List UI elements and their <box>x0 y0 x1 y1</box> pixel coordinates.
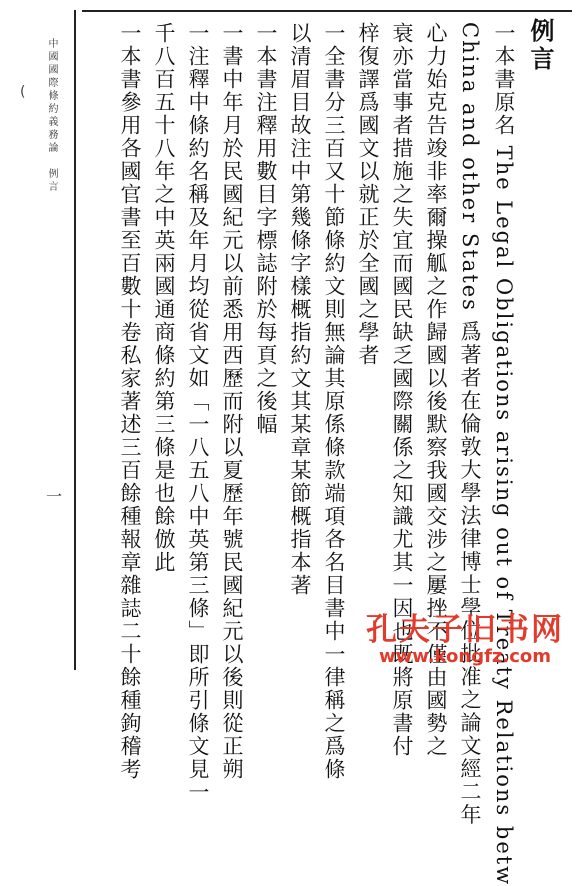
page-number: 一 <box>46 487 63 506</box>
watermark-url: www.kongfz.com <box>378 646 552 668</box>
text-column-10: 一注釋中條約名稱及年月均從省文如「一八五八中英第三條」即所引條文見一 <box>186 22 210 804</box>
text-column-12: 一本書參用各國官書至百數十卷私家著述三百餘種報章雜誌二十餘種鉤稽考 <box>118 22 142 781</box>
section-heading: 例言 <box>526 18 555 74</box>
text-column-8: 一本書注釋用數目字標誌附於每頁之後幅 <box>254 22 278 436</box>
watermark <box>355 613 575 673</box>
text-column-7: 以清眉目故注中第幾條字樣概指約文其某章某節概指本著 <box>288 22 312 597</box>
margin-bracket: ( <box>20 84 26 100</box>
text-column-6: 一全書分三百又十節條約文則無論其原係條款端項各名目書中一律稱之爲條 <box>322 22 346 781</box>
text-column-2: China and other States 爲著者在倫敦大學法律博士學位批准之論文經二年 <box>458 22 482 827</box>
text-column-1: 一本書原名 The Legal Obligations arising out of Treaty Relations betw <box>492 22 516 886</box>
text-column-9: 一書中年月於民國紀元以前悉用西歷而附以夏歷年號民國紀元以後則從正朔 <box>220 22 244 781</box>
top-rule <box>82 10 572 12</box>
text-column-5: 梓復譯爲國文以就正於全國之學者 <box>356 22 380 367</box>
left-rule <box>74 10 76 670</box>
running-header: 中國國際條約義務論 例言 <box>46 38 57 194</box>
text-column-4: 衰亦當事者措施之失宜而國民缺乏國際關係之知識尤其一因也既將原書付 <box>390 22 414 758</box>
text-column-3: 心力始克告竣非率爾操觚之作歸國以後默察我國交涉之屢挫不僅由國勢之 <box>424 22 448 758</box>
text-column-11: 千八百五十八年之中英兩國通商條約第三條是也餘倣此 <box>152 22 176 574</box>
watermark-title: 孔夫子旧书网 <box>366 612 564 648</box>
